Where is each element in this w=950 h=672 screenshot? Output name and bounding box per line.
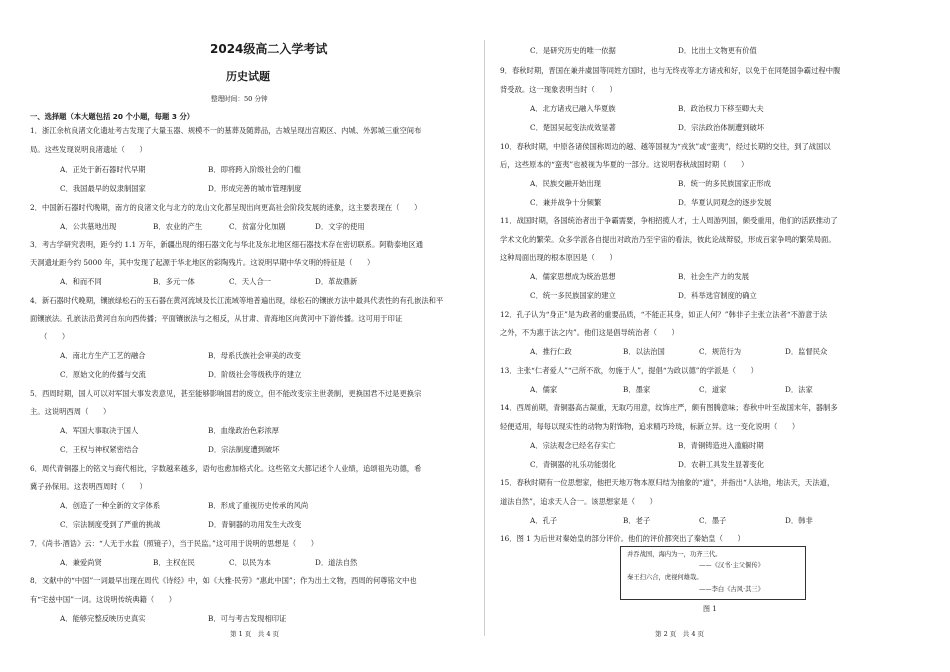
q7-option-c: C．以民为本 (229, 558, 272, 567)
exam-time: 整理时间：50 分钟 (211, 95, 268, 103)
question-11-line-1: 11．战国时期，各国统治者出于争霸需要，争相招揽人才，士人周游列国，颇受重用，他们的活跃推动了 (500, 216, 838, 225)
page-footer-1: 第 1 页 共 4 页 (230, 630, 280, 638)
question-15-line-2: 道法自然”，追求天人合一。该思想家是（ ） (500, 497, 657, 506)
q7-option-d: D．道法自然 (315, 558, 358, 567)
question-10-line-2: 后，这些原本的“蛮夷”也被视为华夏的一部分。这说明春秋战国时期（ ） (500, 160, 749, 169)
quote-1-source: ——《汉书·主父偃传》 (699, 562, 764, 569)
q14-option-b: B．青铜铸造进入滥觞时期 (678, 441, 764, 450)
q5-option-c: C．王权与神权紧密结合 (60, 445, 139, 454)
q11-option-c: C．统一多民族国家的建立 (530, 291, 616, 300)
question-14-line-2: 轻便适用，每每以现实性的动物为附饰物，追求精巧玲珑，标新立异。这一变化说明（ ） (500, 422, 800, 431)
quote-2-source: ——李白《古风·其三》 (699, 586, 764, 593)
question-4-line-2: 面镶嵌法。孔嵌法沿黄河自东向西传播；平面镶嵌法与之相反，从甘肃、青海地区向黄河中下游传播。这可用于印证 (30, 314, 403, 323)
q13-option-d: D．法家 (785, 385, 813, 394)
q9-option-a: A．北方诸戎已融入华夏族 (530, 104, 616, 113)
q12-option-d: D．监督民众 (785, 347, 828, 356)
q11-option-d: D．科举选官制度的确立 (678, 291, 757, 300)
question-7-line-1: 7．《尚书·酒诰》云：“人无于水监（照镜子），当于民监。”这可用于说明的思想是（ ） (30, 539, 319, 548)
q8-option-a: A．能够完整反映历史真实 (60, 614, 146, 623)
question-14-line-1: 14．西周前期，青铜器高古凝重，无取巧用意，纹饰庄严，颇有图腾意味；春秋中叶至战国末年，器制多 (500, 403, 838, 412)
q5-option-d: D．宗法制度遭到破坏 (208, 445, 280, 454)
question-10-line-1: 10．春秋时期，中原各诸侯国称周边的越、越等国视为“戎狄”或“蛮夷”，经过长期的交往，到了战国以 (500, 142, 831, 151)
q1-option-a: A．正处于新石器时代早期 (60, 165, 146, 174)
q3-option-c: C．天人合一 (229, 277, 272, 286)
q10-option-b: B．统一的多民族国家正形成 (678, 179, 771, 188)
question-9-line-2: 背受敌。这一现象表明当时（ ） (500, 85, 617, 94)
question-12-line-2: 之外，不为惠于法之内”。他们这是倡导统治者（ ） (500, 328, 679, 337)
q8-option-b: B．可与考古发现相印证 (208, 614, 287, 623)
question-2-line-1: 2．中国新石器时代晚期，南方的良渚文化与北方的龙山文化都呈现出向更高社会阶段发展的迹象，这主要表现在（ ） (30, 203, 422, 212)
q9-option-b: B．政治权力下移至卿大夫 (678, 104, 764, 113)
quote-2: 秦王扫六合，虎视何雄哉。 (627, 574, 703, 581)
question-11-line-2: 学术文化的繁荣。众多学派各自提出对政治乃至宇宙的看法，彼此论战辩驳，形成百家争鸣的繁荣局面。 (500, 235, 836, 244)
q15-option-b: B．老子 (623, 516, 651, 525)
column-divider (484, 40, 485, 636)
question-16-line-1: 16．图 1 为后世对秦始皇的部分评价。他们的评价都突出了秦始皇（ ） (500, 534, 745, 543)
question-6-line-2: 冀子孙保用。这表明西周时（ ） (30, 482, 147, 491)
page-footer-2: 第 2 页 共 4 页 (655, 630, 705, 638)
q6-option-c: C．宗法制度受到了严重的挑战 (60, 520, 161, 529)
q1-option-d: D．形成完善的城市管理制度 (208, 184, 302, 193)
q11-option-b: B．社会生产力的发展 (678, 272, 750, 281)
question-11-line-3: 这种局面出现的根本原因是（ ） (500, 253, 617, 262)
question-8-line-1: 8．文献中的“中国”一词最早出现在周代《诗经》中，如《大雅·民劳》“惠此中国”；作为出土文物，西周的何尊铭文中也 (30, 576, 417, 585)
q15-option-a: A．孔子 (530, 516, 558, 525)
q8-option-c: C．是研究历史的唯一依据 (530, 46, 616, 55)
q3-option-b: B．多元一体 (153, 277, 195, 286)
question-3-line-2: 天洞遗址距今约 5000 年，其中发现了起源于华北地区的彩陶残片。这说明早期中华文明的特征是（ ） (30, 258, 375, 267)
q5-option-a: A．军国大事取决于国人 (60, 426, 139, 435)
q6-option-a: A．创造了一种全新的文字体系 (60, 501, 161, 510)
q10-option-a: A．民族交融开始出现 (530, 179, 601, 188)
question-9-line-1: 9．春秋时期，晋国在兼并虞国等同姓方国时，也与无终戎等北方诸戎和好，以免于在同楚国争霸过程中腹 (500, 66, 841, 75)
q6-option-d: D．青铜器的功用发生大改变 (208, 520, 302, 529)
q4-option-a: A．南北方生产工艺的融合 (60, 351, 146, 360)
q12-option-b: B．以法治国 (623, 347, 665, 356)
q2-option-c: C．贫富分化加剧 (229, 222, 286, 231)
q15-option-d: D．韩非 (785, 516, 813, 525)
q2-option-a: A．公共墓地出现 (60, 222, 117, 231)
q13-option-c: C．道家 (699, 385, 727, 394)
q14-option-a: A．宗法观念已经名存实亡 (530, 441, 616, 450)
q12-option-c: C．规范行为 (699, 347, 742, 356)
question-13-line-1: 13．主张“仁者爱人”“己所不欲，勿施于人”，提倡“为政以德”的学派是（ ） (500, 366, 758, 375)
q15-option-c: C．墨子 (699, 516, 727, 525)
q4-option-b: B．母系氏族社会审美的改变 (208, 351, 301, 360)
q5-option-b: B．血缘政治色彩浓厚 (208, 426, 280, 435)
question-4-line-3: （ ） (40, 332, 70, 341)
q2-option-d: D．文字的使用 (315, 222, 365, 231)
q4-option-d: D．阶级社会等级秩序的建立 (208, 370, 302, 379)
question-8-line-2: 有“宅兹中国”一词。这说明传统典籍（ ） (30, 595, 177, 604)
q1-option-c: C．我国最早的奴隶制国家 (60, 184, 146, 193)
q13-option-b: B．墨家 (623, 385, 651, 394)
exam-title: 2024级高二入学考试 (210, 42, 328, 56)
q14-option-d: D．农耕工具发生显著变化 (678, 460, 765, 469)
q9-option-c: C．楚国吴起变法成效显著 (530, 123, 616, 132)
q2-option-b: B．农业的产生 (153, 222, 203, 231)
question-15-line-1: 15．春秋时期有一位思想家，他把天地万物本原归结为抽象的“道”，并指出“人法地，地法天，天法道， (500, 478, 835, 487)
q10-option-c: C．兼并战争十分频繁 (530, 198, 602, 207)
question-5-line-1: 5．西周时期，国人可以对军国大事发表意见，甚至能够影响国君的废立，但不能改变宗主世袭制，更换国君不过是更换宗 (30, 389, 422, 398)
question-5-line-2: 主。这说明西周（ ） (30, 407, 111, 416)
q4-option-c: C．原始文化的传播与交流 (60, 370, 146, 379)
q6-option-b: B．形成了重视历史传承的风尚 (208, 501, 309, 510)
question-12-line-1: 12．孔子认为“身正”是为政者的重要品质，“不能正其身，如正人何？”韩非子主张立法者“不游意于法 (500, 310, 828, 319)
q3-option-a: A．和而不同 (60, 277, 102, 286)
question-3-line-1: 3．考古学研究表明，距今约 1.1 万年，新疆出现的细石器文化与华北及东北地区细石器技术存在密切联系。阿勒泰地区通 (30, 240, 424, 249)
question-1-line-1: 1．浙江余杭良渚文化遗址考古发现了大量玉器、规模不一的墓葬及随葬品，古城呈现出宫殿区、内城、外郭城三重空间布 (30, 126, 422, 135)
figure-caption: 图 1 (703, 605, 717, 613)
quote-box (620, 546, 806, 600)
q9-option-d: D．宗法政治体制遭到破坏 (678, 123, 765, 132)
q13-option-a: A．儒家 (530, 385, 558, 394)
q12-option-a: A．推行仁政 (530, 347, 572, 356)
q10-option-d: D．华夏认同观念的逐步发展 (678, 198, 772, 207)
section-heading: 一、选择题（本大题包括 20 个小题，每题 3 分） (30, 112, 195, 121)
q3-option-d: D．革故鼎新 (315, 277, 358, 286)
question-1-line-2: 局。这些发现说明良渚遗址（ ） (30, 145, 147, 154)
q11-option-a: A．儒家思想成为统治思想 (530, 272, 616, 281)
q1-option-b: B．即将跨入阶级社会的门槛 (208, 165, 301, 174)
quote-1: 并吞战国，海内为一，功齐三代。 (627, 551, 722, 558)
exam-subtitle: 历史试题 (226, 70, 270, 83)
q7-option-b: B．主权在民 (153, 558, 195, 567)
q14-option-c: C．青铜器的礼乐功能弱化 (530, 460, 616, 469)
q8-option-d: D．比出土文物更有价值 (678, 46, 757, 55)
question-6-line-1: 6．周代青铜器上的铭文与商代相比，字数越来越多，语句也愈加格式化。这些铭文大都记述个人业绩，追颂祖先功德，希 (30, 464, 422, 473)
question-4-line-1: 4．新石器时代晚期，镶嵌绿松石的玉石器在黄河流域及长江流域等地普遍出现，绿松石的镶嵌方法中最具代表性的有孔嵌法和平 (30, 296, 444, 305)
q7-option-a: A．兼爱尚贤 (60, 558, 102, 567)
